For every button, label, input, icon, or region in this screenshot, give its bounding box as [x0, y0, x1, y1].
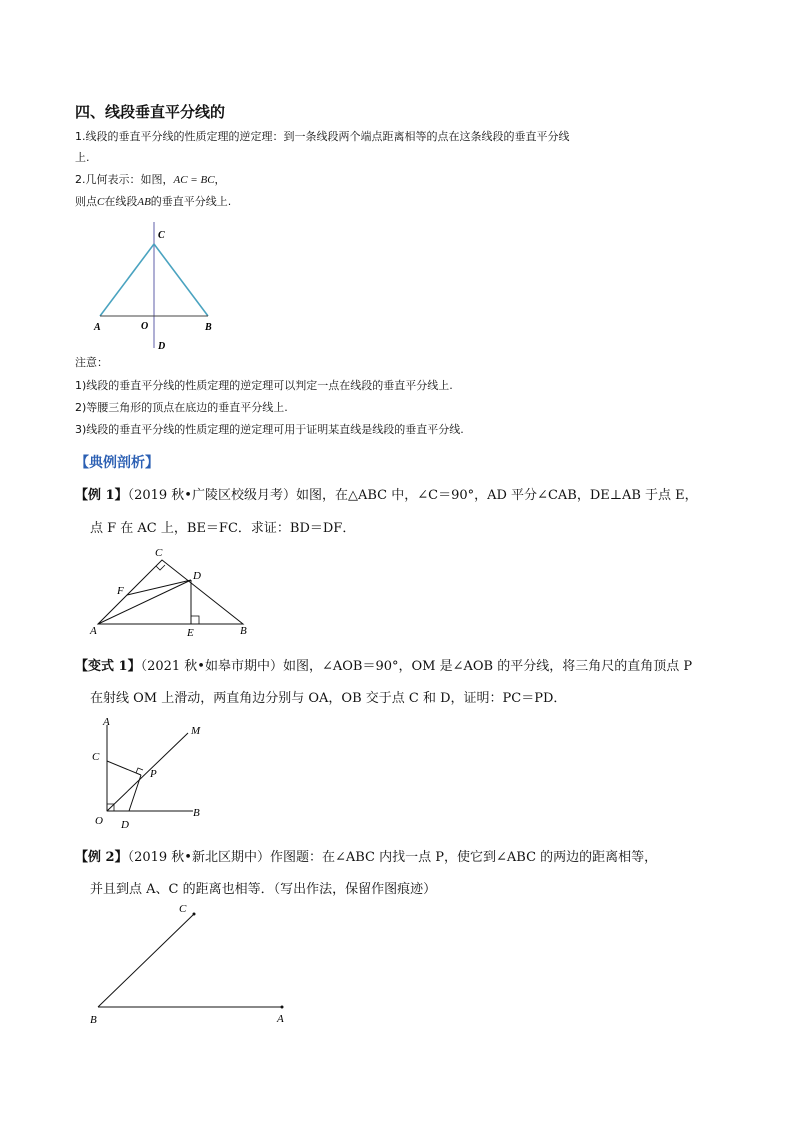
ex1-label-d: D: [193, 570, 201, 582]
ex1-label-c: C: [155, 547, 163, 559]
example-1-tag: 【例 1】: [75, 488, 128, 503]
fig1-label-c: C: [158, 230, 165, 241]
expr-prefix: 2.几何表示：如图，: [75, 173, 174, 186]
example-2-tag: 【例 2】: [75, 850, 128, 865]
ex1-label-f: F: [117, 585, 124, 597]
conclusion-segment: AB: [137, 196, 151, 208]
conclusion-mid: 在线段: [104, 195, 138, 208]
fig1-label-o: O: [141, 321, 149, 332]
variant-1-tag: 【变式 1】: [75, 659, 141, 674]
note-3: 3)线段的垂直平分线的性质定理的逆定理可用于证明某直线是线段的垂直平分线.: [75, 423, 464, 436]
var1-label-a: A: [103, 716, 110, 728]
expr-formula: AC = BC: [173, 174, 215, 186]
expr-suffix: ，: [214, 173, 226, 186]
var1-label-b: B: [193, 807, 200, 819]
ex1-label-e: E: [187, 627, 194, 639]
conclusion-point: C: [97, 196, 105, 208]
variant-1-line-2: 在射线 OM 上滑动，两直角边分别与 OA，OB 交于点 C 和 D，证明：PC＝PD．: [90, 691, 567, 706]
var1-label-c: C: [92, 751, 100, 763]
ex2-label-c: C: [179, 903, 187, 915]
point-c: [193, 913, 196, 916]
var1-label-o: O: [95, 815, 103, 827]
conclusion-suffix: 的垂直平分线上.: [150, 195, 232, 208]
variant-1-text-1: 如图，∠AOB＝90°，OM 是∠AOB 的平分线，将三角尺的直角顶点 P: [282, 659, 693, 674]
example-1-line-2: 点 F 在 AC 上，BE＝FC．求证：BD＝DF．: [90, 521, 356, 536]
var1-label-p: P: [150, 768, 157, 780]
var1-label-d: D: [121, 819, 129, 831]
ray-bc: [98, 914, 194, 1007]
ex1-label-b: B: [240, 625, 247, 637]
example-1-source: （2019 秋•广陵区校级月考）: [127, 488, 296, 503]
point-a: [281, 1006, 284, 1009]
theorem-line-2: 上.: [75, 151, 90, 164]
example-2-source: （2019 秋•新北区期中）: [127, 850, 270, 865]
fig1-label-a: A: [94, 322, 101, 333]
example-2-text-1: 作图题：在∠ABC 内找一点 P，使它到∠ABC 的两边的距离相等，: [269, 850, 658, 865]
conclusion-prefix: 则点: [75, 195, 97, 208]
note-1: 1)线段的垂直平分线的性质定理的逆定理可以判定一点在线段的垂直平分线上.: [75, 379, 453, 392]
ex2-label-a: A: [277, 1013, 284, 1025]
example-1-text-1: 如图，在△ABC 中，∠C＝90°，AD 平分∠CAB，DE⊥AB 于点 E，: [295, 488, 698, 503]
fig1-label-d: D: [158, 341, 166, 352]
variant-1-source: （2021 秋•如皋市期中）: [140, 659, 283, 674]
var1-label-m: M: [191, 725, 201, 737]
note-2: 2)等腰三角形的顶点在底边的垂直平分线上.: [75, 401, 288, 414]
example-analysis-heading: 【典例剖析】: [75, 455, 159, 471]
notes-title: 注意：: [75, 356, 108, 369]
example-2-line-2: 并且到点 A、C 的距离也相等．（写出作法，保留作图痕迹）: [90, 882, 437, 897]
fig1-label-b: B: [205, 322, 212, 333]
ex1-label-a: A: [90, 625, 97, 637]
section-title: 四、线段垂直平分线的: [75, 103, 226, 121]
ex2-label-b: B: [90, 1014, 97, 1026]
theorem-line-1: 1.线段的垂直平分线的性质定理的逆定理：到一条线段两个端点距离相等的点在这条线段的垂直平分线: [75, 130, 570, 143]
